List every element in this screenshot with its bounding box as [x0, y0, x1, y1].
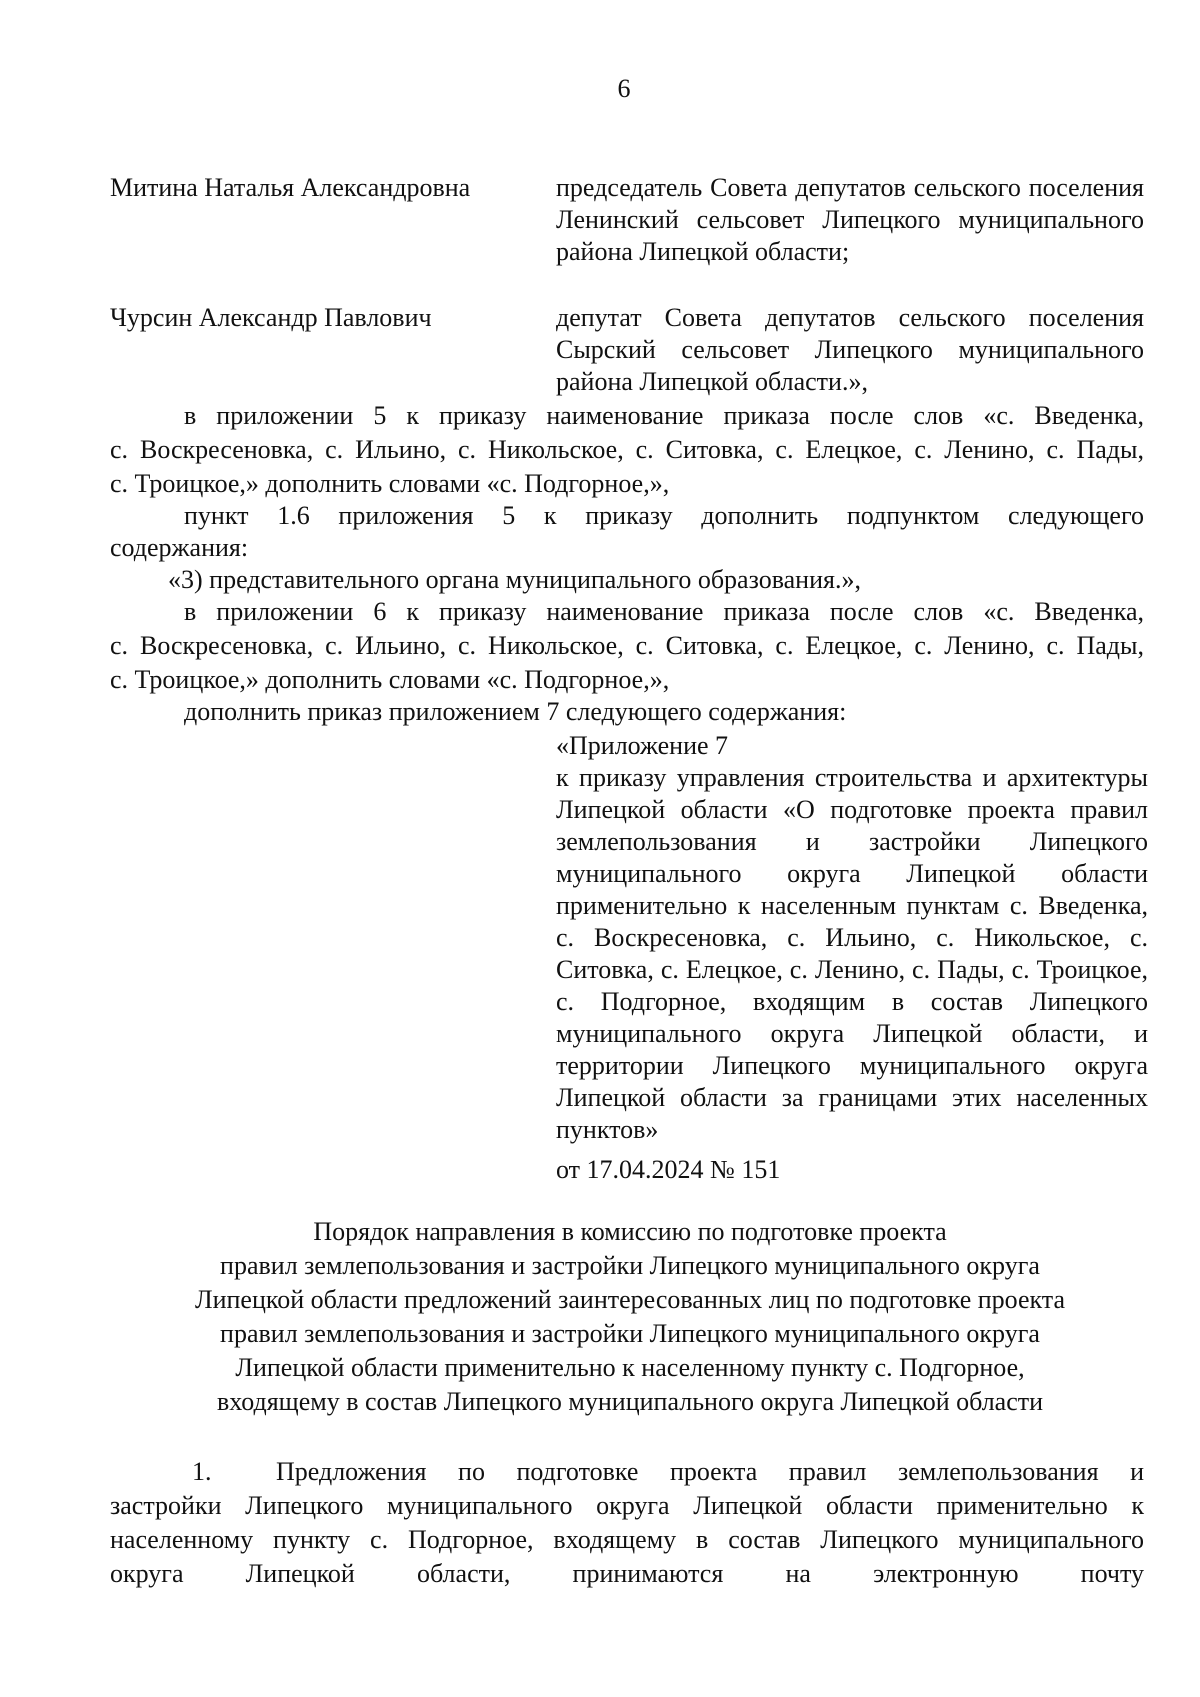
heading-line-4: правил землепользования и застройки Липецкого муниципального округа [220, 1319, 1040, 1348]
amendment-appendix5-line1: в приложении 5 к приказу наименование приказа после слов «с. Введенка, [184, 401, 1144, 430]
amendment-appendix6-line2: с. Воскресеновка, с. Ильино, с. Никольское, с. Ситовка, с. Елецкое, с. Ленино, с. Пады, [110, 631, 1144, 660]
amendment-point16-line2: содержания: [110, 533, 249, 562]
heading-line-2: правил землепользования и застройки Липецкого муниципального округа [220, 1251, 1040, 1280]
section-1-line-1: Предложения по подготовке проекта правил землепользования и [276, 1457, 1144, 1486]
amendment-appendix7: дополнить приказ приложением 7 следующего содержания: [184, 697, 847, 726]
amendment-appendix5-line3: с. Троицкое,» дополнить словами «с. Подгорное,», [110, 469, 670, 498]
page-number: 6 [617, 74, 631, 103]
amendment-appendix6-line1: в приложении 6 к приказу наименование приказа после слов «с. Введенка, [184, 597, 1144, 626]
section-1-line-3: населенному пункту с. Подгорное, входящему в состав Липецкого муниципального [110, 1525, 1144, 1554]
section-1-number: 1. [192, 1457, 212, 1486]
appendix-date: от 17.04.2024 № 151 [556, 1155, 781, 1184]
section-1-line-2: застройки Липецкого муниципального округа Липецкой области применительно к [110, 1491, 1144, 1520]
member-1-name: Митина Наталья Александровна [110, 173, 471, 202]
amendment-point16-line1: пункт 1.6 приложения 5 к приказу дополнить подпунктом следующего [184, 501, 1144, 530]
procedure-heading [110, 1215, 1150, 1419]
member-2-name: Чурсин Александр Павлович [110, 303, 432, 332]
member-1-role: председатель Совета депутатов сельского поселения Ленинский сельсовет Липецкого муниципального района Липецкой области; [556, 173, 1144, 266]
amendment-appendix6-line3: с. Троицкое,» дополнить словами «с. Подгорное,», [110, 665, 670, 694]
section-1-line-4: округа Липецкой области, принимаются на электронную почту [110, 1559, 1144, 1588]
amendment-appendix5-line2: с. Воскресеновка, с. Ильино, с. Никольское, с. Ситовка, с. Елецкое, с. Ленино, с. Пады, [110, 435, 1144, 464]
heading-line-5: Липецкой области применительно к населенному пункту с. Подгорное, [235, 1353, 1025, 1382]
amendment-point16-subpoint: «3) представительного органа муниципального образования.», [168, 565, 861, 594]
heading-line-6: входящему в состав Липецкого муниципального округа Липецкой области [216, 1387, 1044, 1416]
heading-line-1: Порядок направления в комиссию по подготовке проекта [313, 1217, 947, 1246]
appendix-title: «Приложение 7 [556, 731, 729, 760]
heading-line-3: Липецкой области предложений заинтересованных лиц по подготовке проекта [194, 1285, 1066, 1314]
member-2-role: депутат Совета депутатов сельского поселения Сырский сельсовет Липецкого муниципального района Липецкой области.», [556, 303, 1144, 396]
appendix-body: к приказу управления строительства и архитектуры Липецкой области «О подготовке проекта правил землепользования и застройки Липецкого муниципального округа Липецкой области применительно к населенным пунктам с. Введенка, с. Воскресеновка, с. Ильино, с. Никольское, с. Ситовка, с. Елецкое, с. Ленино, с. Пады, с. Троицкое, с. Подгорное, входящим в состав Липецкого муниципального округа Липецкой области, и территории Липецкого муниципального округа Липецкой области за границами этих населенных пунктов» [556, 763, 1148, 1144]
